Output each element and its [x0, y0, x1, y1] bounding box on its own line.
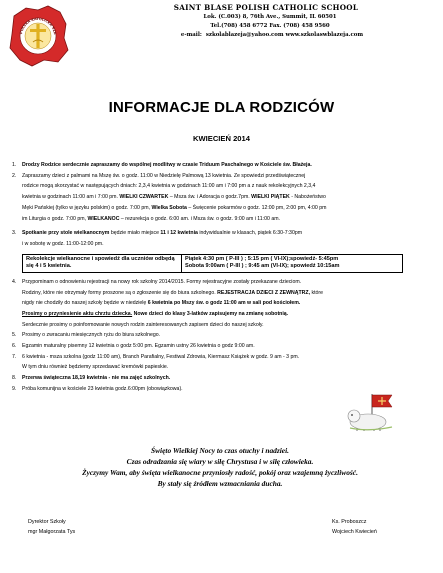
item-number: 9.	[12, 385, 17, 392]
list-item-7	[6, 352, 416, 373]
item-text-bold: WIELKI CZWARTEK	[119, 194, 169, 201]
item-text-bold: Spotkanie przy stole wielkanocnym	[22, 230, 110, 237]
item-text: Zapraszamy dzieci z palmami na Mszę św. o godz. 11:00 w Niedzielę Palmową 13 kwietnia. Ze spowiedzi przedświątecznej	[22, 172, 306, 179]
crest-text: POLSKA KATOLICKA SZK	[19, 16, 57, 35]
item-text-part: Męki Pańskiej (tylko w języku polskim) o godz. 7:00 pm,	[22, 204, 151, 211]
item-text-bold: Wielka Sobota	[151, 204, 187, 211]
item-text	[22, 228, 416, 239]
greeting-line: By stały się źródłem wzmacniania ducha.	[157, 479, 283, 488]
item-text-part: – Święcenie pokarmów o godz. 12:00 pm, 2:00 pm, 4:00 pm	[188, 204, 327, 211]
email-label: e-mail:	[180, 32, 202, 38]
list-item-1	[6, 160, 416, 171]
signature-director	[28, 517, 75, 537]
schedule-saturday: Sobota 9:00am ( P-III ) ; 9:45 am (VI-IX); spowiedź 10:15am	[185, 263, 340, 270]
item-number: 6.	[12, 343, 17, 350]
item-text	[22, 298, 416, 309]
schedule-friday: Piątek 4:30 pm ( P-III ) ; 5:15 pm ( VI-IX);spowiedź- 5:45pm	[185, 255, 339, 262]
list-item-2	[6, 171, 416, 225]
item-text: 6 kwietnia - msza szkolna (godz 11:00 am), Branch Parafialny, Festiwal Zdrowia, Kiermasz Książek w godz. 9 am - 3 pm.	[22, 353, 300, 360]
school-name: SAINT BLASE POLISH CATHOLIC SCHOOL	[173, 3, 359, 12]
item-text-bold: WIELKANOC	[87, 215, 120, 222]
item-text-part: nigdy nie chodziły do naszej szkoły będzie w niedzielę	[22, 300, 147, 307]
school-contact-line	[120, 32, 420, 38]
item-number: 8.	[12, 375, 17, 382]
easter-greeting	[40, 445, 400, 489]
item-number: 7.	[12, 353, 17, 360]
announcement-list	[6, 160, 416, 395]
email-link[interactable]: szkolablazeja@yahoo.com	[205, 32, 284, 38]
item-text-bold: WIELKI PIĄTEK	[251, 194, 290, 201]
item-text	[22, 203, 416, 214]
item-number: 4.	[12, 278, 17, 285]
item-number: 3.	[12, 230, 17, 237]
item-text: Egzamin maturalny pisemny 12 kwietnia o godz 5:00 pm. Egzamin ustny 26 kwietnia o godz 9:00 am.	[22, 343, 255, 350]
item-text-bold: 6 kwietnia po Mszy św. o godz 11:00 am w sali pod kościołem.	[147, 300, 301, 307]
retreat-schedule-table	[22, 254, 403, 273]
paschal-lamb-with-banner-icon	[342, 392, 404, 432]
page-title: INFORMACJE DLA RODZICÓW	[108, 99, 335, 116]
list-item-5	[6, 330, 416, 341]
item-text-part: – rezurekcja o godz. 6:00 am. i Msza św. o godz. 9:00 am i 11:00 am.	[120, 215, 280, 222]
item-text	[22, 288, 416, 299]
item-text: Przerwa świąteczna 18,19 kwietnia - nie ma zajęć szkolnych.	[22, 375, 171, 382]
item-text: Próba komunijna w kościele 23 kwietnia godz.6:00pm (obowiązkowa).	[22, 385, 183, 392]
item-text	[22, 214, 416, 225]
item-text	[22, 192, 416, 203]
item-text-bold: 11 i 12 kwietnia	[160, 230, 198, 237]
item-text: rodzice mogą skorzystać w następujących dniach: 2,3,4 kwietnia w godzinach 11:00 am i 7:00 pm a z nauk rekolekcyjnych 2,3,4	[22, 183, 316, 190]
item-text-part: indywidualnie w klasach, piątek 6:30-7:30pm	[199, 230, 303, 237]
school-crest-map-icon	[4, 2, 72, 70]
greeting-line: Życzymy Wam, aby święta wielkanocne przyniosły radość, pokój oraz wzajemną życzliwość.	[82, 468, 358, 477]
item-text-part: będzie miało miejsce	[110, 230, 159, 237]
item-text-part: - Nabożeństwo	[291, 194, 326, 201]
website-link[interactable]: www.szkolaswblazeja.com	[285, 32, 364, 38]
signature-pastor	[332, 517, 377, 537]
signature-role: Dyrektor Szkoły	[28, 519, 66, 525]
item-text-part: – Msza św. i Adoracja o godz.7pm.	[169, 194, 250, 201]
school-phone-fax: Tel.(708) 458 6772 Fax. (708) 458 9560	[210, 23, 330, 29]
list-item-6	[6, 341, 416, 352]
signature-name: Wojciech Kwiecień	[332, 529, 377, 535]
item-text-part: które	[311, 289, 324, 296]
signature-name: mgr Małgorzata Tys	[28, 529, 76, 535]
item-text-part: Rodziny, które nie otrzymały formy proszone są o zgłoszenie się do biura szkolnego.	[22, 289, 216, 296]
item-number: 1.	[12, 162, 17, 168]
item-text: Przypominam o odnowieniu rejestracji na nowy rok szkolny 2014/2015. Formy rejestracyjne zostały przekazane dzieciom.	[22, 278, 302, 285]
item-text-bold: REJESTRACJA DZIECI Z ZEWNĄTRZ,	[217, 289, 311, 296]
school-address: Lok. (C.003) 8, 76th Ave., Summit, IL 60501	[203, 14, 337, 20]
item-text-bold: Prosimy o przyniesienie aktu chrztu dziecka.	[22, 310, 133, 317]
list-item-8	[6, 373, 416, 384]
table-cell	[182, 254, 403, 272]
signature-role: Ks. Proboszcz	[332, 519, 367, 525]
item-text: Prosimy o zwracaniu miesięcznych ryżu do biura szkolnego.	[22, 332, 161, 339]
table-cell: Rekolekcje wielkanocne i spowiedź dla uczniów odbędą się 4 i 5 kwietnia.	[23, 254, 182, 272]
item-number: 2.	[12, 172, 17, 179]
list-item-3	[6, 228, 416, 249]
item-text-part: im Liturgia o godz. 7:00 pm,	[22, 215, 87, 222]
item-text: i w sobotę w godz. 11:00-12:00 pm.	[22, 240, 104, 247]
item-text: Drodzy Rodzice serdecznie zapraszamy do wspólnej modlitwy w czasie Triduum Paschalnego w Kościele św. Błażeja.	[22, 162, 312, 168]
item-text	[22, 309, 416, 320]
item-number: 5.	[12, 332, 17, 339]
table-row	[23, 254, 403, 272]
item-text: Serdecznie prosimy o poinformowanie nowych rodzin zainteresowanych zapisem dzieci do naszej szkoły.	[22, 321, 264, 328]
item-text-part: kwietnia w godzinach 11:00 am i 7:00 pm.	[22, 194, 118, 201]
item-text: W tym dniu również będziemy sprzedawać kremówki papieskie.	[22, 364, 169, 371]
greeting-line: Czas odradzania się wiary w siłę Chrystusa i w siłę człowieka.	[126, 457, 314, 466]
greeting-line: Święto Wielkiej Nocy to czas otuchy i nadziei.	[151, 446, 289, 455]
issue-month: KWIECIEŃ 2014	[193, 134, 250, 143]
item-text-bold: Nowe dzieci do klasy 3-latków zapisujemy na zmianę sobotnią.	[133, 310, 289, 317]
list-item-4	[6, 277, 416, 331]
